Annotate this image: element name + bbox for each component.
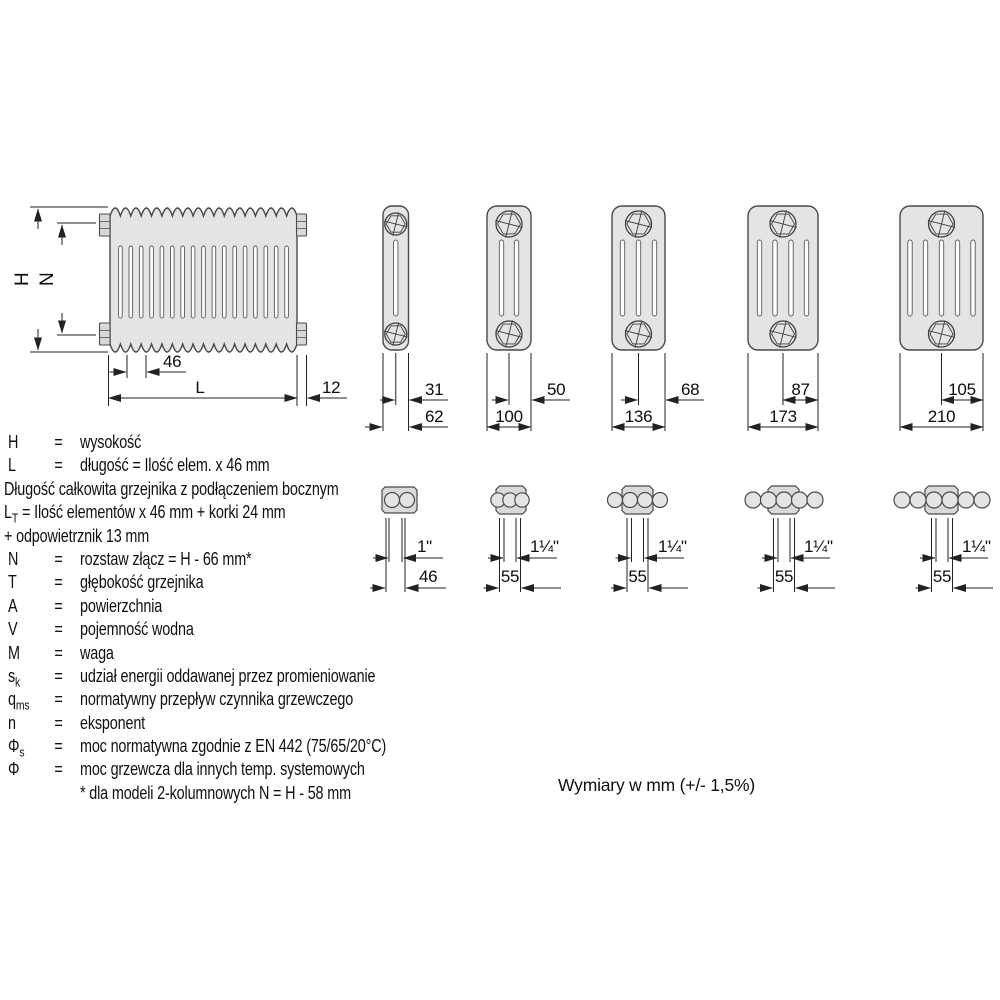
dim-label-outer: 62 [425, 407, 444, 426]
conn-size-label: 1¼" [804, 537, 833, 556]
plug-length-value: 12 [322, 378, 341, 397]
cross-section-4col [612, 206, 704, 431]
front-view [12, 207, 347, 406]
conn-size-label: 1¼" [658, 537, 687, 556]
legend-row: $L_T$ = Ilość elementów x 46 mm + korki 24 mm [4, 502, 286, 526]
dim-label-inner: 50 [547, 380, 566, 399]
node-spacing-label: N [37, 272, 58, 286]
dim-label-outer: 100 [495, 407, 523, 426]
legend-row: + odpowietrznik 13 mm [4, 525, 150, 546]
legend-footnote: * dla modeli 2-kolumnowych N = H - 58 mm [80, 782, 351, 803]
dim-label-inner: 105 [948, 380, 976, 399]
legend-row: T = głębokość grzejnika [8, 572, 204, 593]
legend-row: Φ = moc grzewcza dla innych temp. systemowych [8, 759, 365, 780]
cross-section-5col [748, 206, 818, 431]
hub-width-label: 55 [500, 567, 520, 586]
top-view-4col [608, 486, 689, 592]
legend-row: n = eksponent [8, 712, 146, 733]
legend-row: N = rozstaw złącz = H - 66 mm* [8, 548, 252, 569]
dim-label-inner: 68 [681, 380, 700, 399]
dim-node-spacing-N [57, 223, 96, 335]
legend [4, 431, 520, 805]
hub-width-label: 46 [419, 567, 438, 586]
hub-width-label: 55 [628, 567, 647, 586]
length-label: L [195, 378, 205, 397]
cross-section-6col [900, 206, 983, 431]
legend-row: H = wysokość [8, 432, 142, 452]
element-pitch-value: 46 [163, 352, 182, 371]
legend-row: A = powierzchnia [8, 595, 163, 616]
legend-row: $\Phi_s$ = moc normatywna zgodnie z EN 442 (75/65/20°C) [8, 736, 387, 760]
conn-size-label: 1¼" [962, 537, 991, 556]
dimensions-note: Wymiary w mm (+/- 1,5%) [558, 775, 755, 795]
legend-row: L = długość = Ilość elem. x 46 mm [8, 455, 270, 476]
top-view-6col [894, 486, 993, 592]
height-label: H [12, 272, 33, 286]
conn-size-label: 1¼" [530, 537, 559, 556]
legend-row: $q_{ms}$ = normatywny przepływ czynnika grzewczego [8, 689, 354, 713]
dim-label-inner: 31 [425, 380, 444, 399]
dim-label-outer: 136 [624, 407, 653, 426]
legend-row: Długość całkowita grzejnika z podłączeniem bocznym [4, 478, 339, 499]
hub-width-label: 55 [932, 567, 952, 586]
dim-length-L [109, 355, 307, 406]
conn-size-label: 1" [417, 537, 432, 556]
legend-row: V = pojemność wodna [8, 619, 194, 640]
legend-row: M = waga [8, 642, 114, 663]
legend-row: $s_k$ = udział energii oddawanej przez promieniowanie [8, 665, 376, 690]
hub-width-label: 55 [774, 567, 794, 586]
dim-plug-12 [308, 378, 348, 398]
top-view-5col [745, 486, 835, 592]
dim-label-outer: 210 [927, 407, 956, 426]
dim-label-outer: 173 [769, 407, 797, 426]
cross-section-2col [365, 206, 448, 431]
cross-section-3col [487, 206, 570, 431]
dim-label-inner: 87 [791, 380, 810, 399]
